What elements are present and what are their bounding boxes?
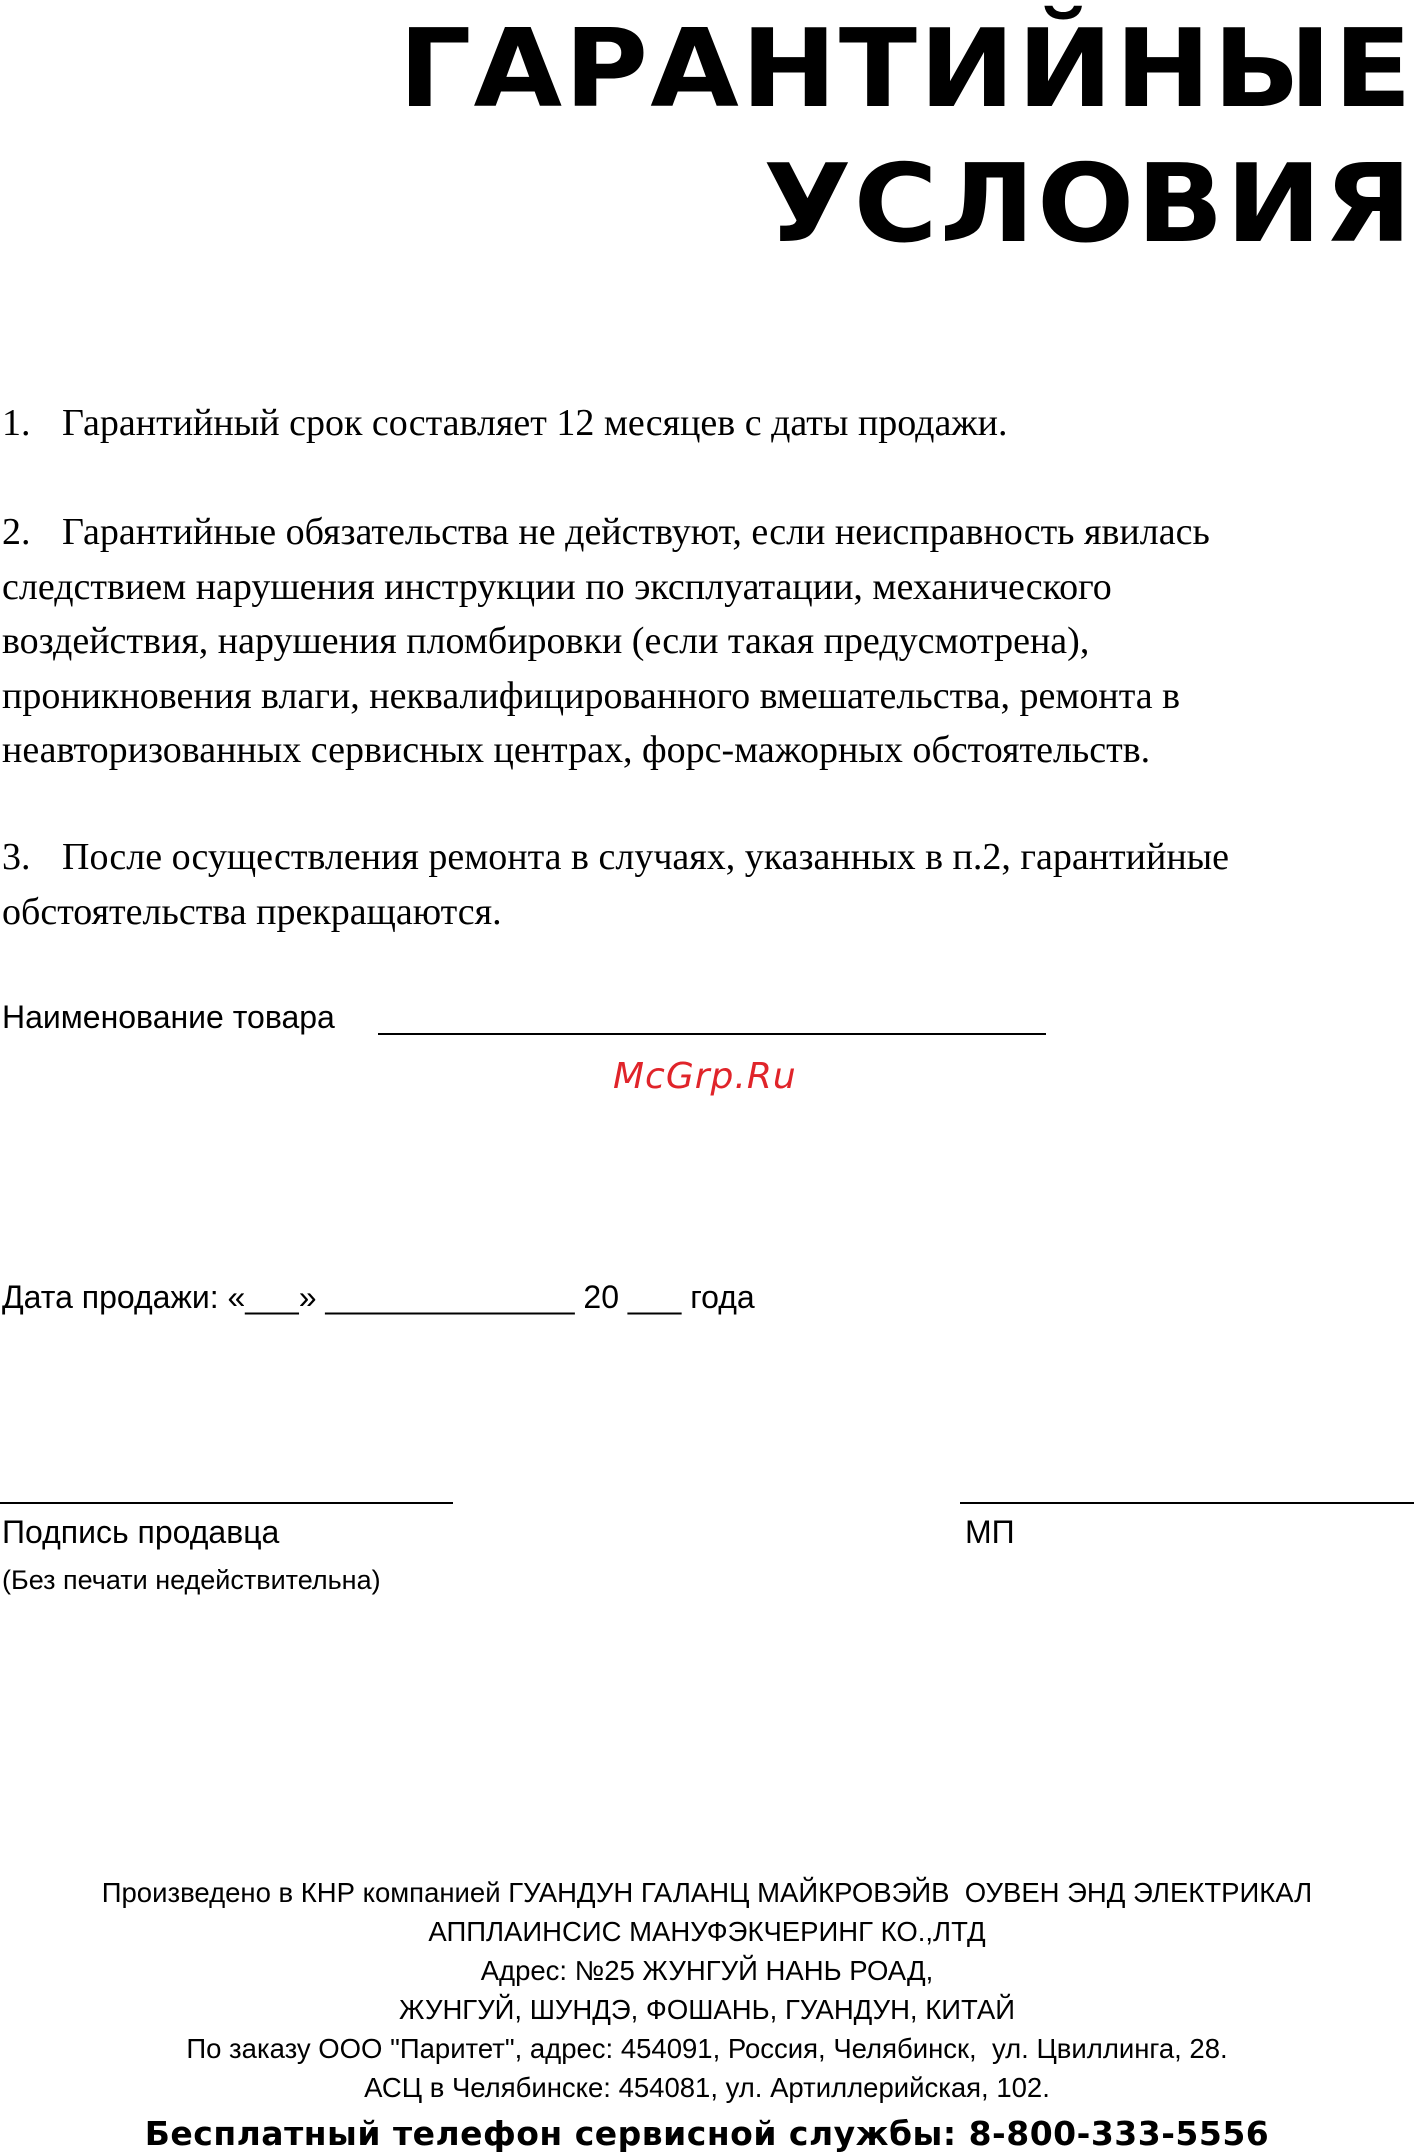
sale-date-field: Дата продажи: «___» ______________ 20 ___ года xyxy=(2,1279,755,1315)
term-number: 1. xyxy=(2,402,31,444)
seal-note: (Без печати недействительна) xyxy=(2,1565,381,1595)
seller-signature-line xyxy=(0,1502,453,1504)
manufacturer-info xyxy=(0,1873,1414,2107)
term-1 xyxy=(2,396,1402,451)
term-text-line: следствием нарушения инструкции по эксплуатации, механического xyxy=(2,565,1112,608)
term-2 xyxy=(2,505,1402,778)
term-text-line: проникновения влаги, неквалифицированного вмешательства, ремонта в xyxy=(2,674,1181,717)
page-title-line-2: УСЛОВИЯ xyxy=(763,142,1414,267)
product-name-label: Наименование товара xyxy=(2,999,335,1035)
product-name-field-line xyxy=(378,1033,1046,1035)
footer-line: АСЦ в Челябинске: 454081, ул. Артиллерийская, 102. xyxy=(364,2072,1050,2103)
seal-label: МП xyxy=(965,1514,1015,1550)
term-number: 2. xyxy=(2,511,31,553)
watermark: McGrp.Ru xyxy=(613,1056,797,1097)
footer-line: ЖУНГУЙ, ШУНДЭ, ФОШАНЬ, ГУАНДУН, КИТАЙ xyxy=(398,1994,1015,2025)
term-text: Гарантийный срок составляет 12 месяцев с даты продажи. xyxy=(62,402,1008,444)
footer-line: Произведено в КНР компанией ГУАНДУН ГАЛАНЦ МАЙКРОВЭЙВ ОУВЕН ЭНД ЭЛЕКТРИКАЛ xyxy=(101,1877,1313,1908)
term-number: 3. xyxy=(2,836,31,878)
seller-signature-label: Подпись продавца xyxy=(2,1514,280,1550)
term-text-line: воздействия, нарушения пломбировки (если такая предусмотрена), xyxy=(2,620,1090,662)
footer-line: По заказу ООО "Паритет", адрес: 454091, Россия, Челябинск, ул. Цвиллинга, 28. xyxy=(186,2033,1228,2064)
page-title-line-1: ГАРАНТИЙНЫЕ xyxy=(398,7,1414,132)
footer-line: Адрес: №25 ЖУНГУЙ НАНЬ РОАД, xyxy=(480,1955,934,1986)
term-text-line: После осуществления ремонта в случаях, указанных в п.2, гарантийные xyxy=(62,836,1230,878)
seal-line xyxy=(960,1502,1414,1504)
term-3 xyxy=(2,830,1402,939)
term-text-line: обстоятельства прекращаются. xyxy=(2,890,502,933)
term-text-line: неавторизованных сервисных центрах, форс-мажорных обстоятельств. xyxy=(2,729,1151,771)
service-hotline: Бесплатный телефон сервисной службы: 8-800-333-5556 xyxy=(144,2114,1270,2153)
footer-line: АППЛАИНСИС МАНУФЭКЧЕРИНГ КО.,ЛТД xyxy=(428,1916,986,1947)
term-text-line: Гарантийные обязательства не действуют, если неисправность явилась xyxy=(62,511,1210,553)
